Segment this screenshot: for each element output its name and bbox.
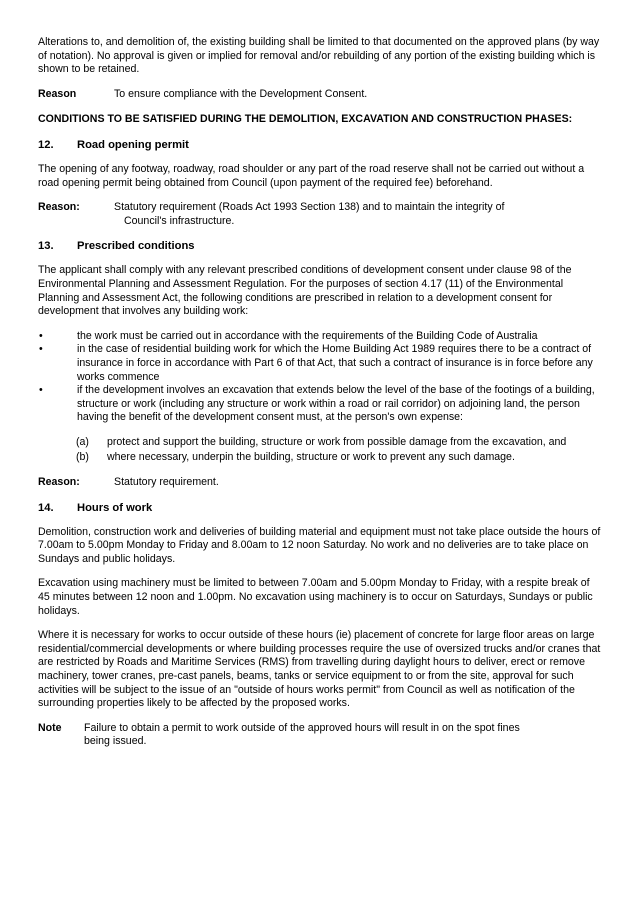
bullet-icon: • [39,384,43,397]
section-title: Hours of work [77,501,153,514]
sub-item-text: where necessary, underpin the building, structure or work to prevent any such damage. [107,451,515,464]
list-item [38,330,601,344]
bullet-icon: • [39,329,43,342]
intro-paragraph: Alterations to, and demolition of, the existing building shall be limited to that documented on the approved plans (by way of notation). No approval is given or implied for removal and/or rebuilding of any portion of the existing building which is shown to be retained. [38,36,600,76]
section-13-body: The applicant shall comply with any relevant prescribed conditions of development consent under clause 98 of the Environmental Planning and Assessment Regulation. For the purposes of section 4.17 (11) of the Environmental Planning and Assessment Act, the following conditions are prescribed in relation to a development consent for development that involves any building work: [38,264,572,318]
sub-item-label: (a) [76,435,89,448]
reason-block-1 [38,88,601,102]
bullet-text: in the case of residential building work for which the Home Building Act 1989 requires there to be a contract of insurance in force in accordance with Part 6 of that Act, that such a contract of insurance is in force before any works commence [77,343,593,383]
sub-list [76,436,601,465]
reason-text: To ensure compliance with the Development Consent. [114,87,368,100]
section-title: Prescribed conditions [77,240,195,253]
reason-label: Reason [38,87,77,100]
note-line-2: being issued. [84,735,147,748]
reason-label: Reason: [38,201,80,214]
note-line-1: Failure to obtain a permit to work outside of the approved hours will result in on the spot fines [84,721,520,734]
bullet-text: the work must be carried out in accordance with the requirements of the Building Code of Australia [77,329,538,342]
list-item [38,343,601,384]
note-block [38,722,601,749]
reason-label: Reason: [38,476,80,489]
reason-block-13 [38,476,601,490]
section-14-para-2: Excavation using machinery must be limited to between 7.00am and 5.00pm Monday to Friday, with a respite break of 45 minutes between 12 noon and 1.00pm. No excavation using machinery is to occur on Saturdays, Sundays or public holidays. [38,577,593,617]
section-12-heading [38,139,601,151]
document-page [38,36,601,749]
reason-text: Statutory requirement. [114,476,219,489]
section-number: 13. [38,240,54,253]
list-item [38,384,601,425]
reason-block-12 [38,201,601,228]
section-14-heading [38,502,601,514]
section-14-para-1: Demolition, construction work and deliveries of building material and equipment must not take place outside the hours of 7.00am to 5.00pm Monday to Friday and 8.00am to 12 noon Saturday. No work and no deliveries are to take place on Sundays and public holidays. [38,525,601,565]
bullet-text: if the development involves an excavation that extends below the level of the base of the footings of a building, structure or work (including any structure or work within a road or rail corridor) on adjoining land, the person having the benefit of the development consent must, at the person's own expense: [77,384,595,424]
reason-text [114,201,601,228]
section-number: 14. [38,501,54,514]
bullet-icon: • [39,343,43,356]
section-number: 12. [38,138,54,151]
reason-line-1: Statutory requirement (Roads Act 1993 Section 138) and to maintain the integrity of [114,201,505,214]
bullet-list [38,330,601,425]
reason-line-2: Council's infrastructure. [124,214,235,227]
conditions-heading: CONDITIONS TO BE SATISFIED DURING THE DEMOLITION, EXCAVATION AND CONSTRUCTION PHASES: [38,113,573,126]
section-13-heading [38,240,601,252]
note-text [84,722,601,749]
note-label: Note [38,721,62,734]
section-title: Road opening permit [77,138,189,151]
sub-item [76,436,601,450]
section-12-body: The opening of any footway, roadway, road shoulder or any part of the road reserve shall not be carried out without a road opening permit being obtained from Council (upon payment of the required fee) beforehand. [38,162,585,189]
sub-item [76,451,601,465]
sub-item-label: (b) [76,451,89,464]
section-14-para-3: Where it is necessary for works to occur outside of these hours (ie) placement of concrete for large floor areas on large residential/commercial developments or where building processes require the use of oversized trucks and/or cranes that are restricted by Roads and Maritime Services (RMS) from travelling during daylight hours to deliver, erect or remove machinery, tower cranes, pre-cast panels, beams, tanks or service equipment to or from the site, approval for such activities will be subject to the issue of an "outside of hours works permit" from Council as well as notification of the surrounding properties likely to be affected by the proposed works. [38,629,601,710]
sub-item-text: protect and support the building, structure or work from possible damage from the excavation, and [107,435,567,448]
